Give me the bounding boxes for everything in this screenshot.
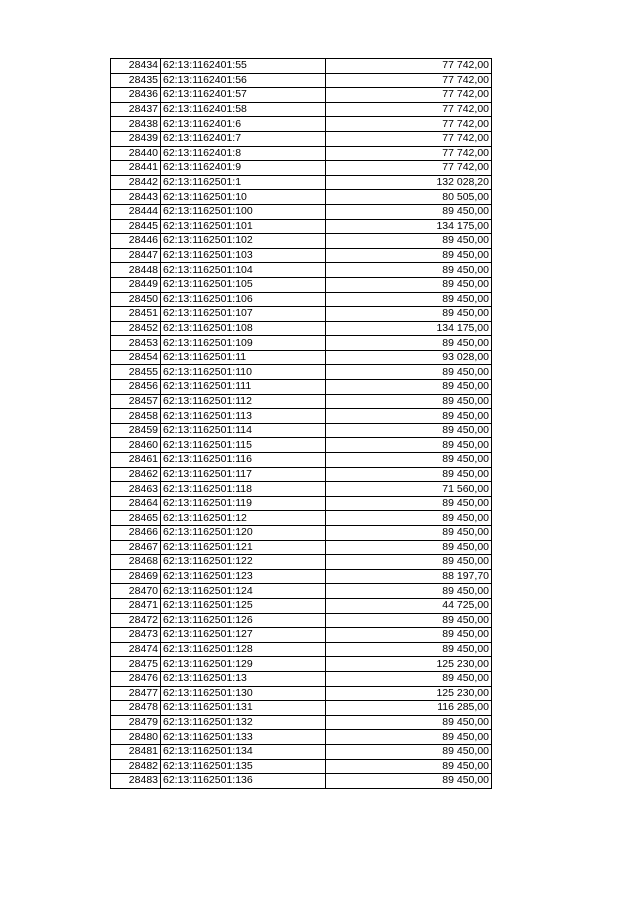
cadastral-number-cell: 62:13:1162401:9 xyxy=(161,161,326,176)
table-row xyxy=(111,657,492,672)
cadastral-number-cell: 62:13:1162501:115 xyxy=(161,438,326,453)
row-number-cell: 28457 xyxy=(111,394,161,409)
row-number-cell: 28449 xyxy=(111,277,161,292)
cadastral-number-cell: 62:13:1162501:105 xyxy=(161,277,326,292)
cadastral-number-cell: 62:13:1162401:7 xyxy=(161,131,326,146)
row-number-cell: 28473 xyxy=(111,628,161,643)
row-number-cell: 28446 xyxy=(111,234,161,249)
table-row xyxy=(111,131,492,146)
table-row xyxy=(111,715,492,730)
cadastral-number-cell: 62:13:1162501:107 xyxy=(161,307,326,322)
cadastral-number-cell: 62:13:1162501:136 xyxy=(161,774,326,789)
value-cell: 89 450,00 xyxy=(326,526,492,541)
cadastral-number-cell: 62:13:1162501:10 xyxy=(161,190,326,205)
row-number-cell: 28456 xyxy=(111,380,161,395)
cadastral-number-cell: 62:13:1162501:116 xyxy=(161,453,326,468)
value-cell: 93 028,00 xyxy=(326,350,492,365)
table-row xyxy=(111,671,492,686)
cadastral-number-cell: 62:13:1162401:57 xyxy=(161,88,326,103)
value-cell: 89 450,00 xyxy=(326,204,492,219)
table-row xyxy=(111,277,492,292)
cadastral-number-cell: 62:13:1162501:108 xyxy=(161,321,326,336)
cadastral-number-cell: 62:13:1162501:119 xyxy=(161,496,326,511)
table-row xyxy=(111,394,492,409)
table-row xyxy=(111,482,492,497)
table-row xyxy=(111,540,492,555)
value-cell: 89 450,00 xyxy=(326,307,492,322)
table-row xyxy=(111,642,492,657)
table-row xyxy=(111,584,492,599)
cadastral-number-cell: 62:13:1162501:134 xyxy=(161,744,326,759)
table-row xyxy=(111,263,492,278)
table-row xyxy=(111,511,492,526)
value-cell: 77 742,00 xyxy=(326,117,492,132)
cadastral-number-cell: 62:13:1162501:101 xyxy=(161,219,326,234)
row-number-cell: 28480 xyxy=(111,730,161,745)
row-number-cell: 28479 xyxy=(111,715,161,730)
cadastral-number-cell: 62:13:1162501:132 xyxy=(161,715,326,730)
cadastral-value-table xyxy=(110,58,492,789)
value-cell: 89 450,00 xyxy=(326,292,492,307)
cadastral-number-cell: 62:13:1162401:8 xyxy=(161,146,326,161)
cadastral-number-cell: 62:13:1162501:133 xyxy=(161,730,326,745)
value-cell: 77 742,00 xyxy=(326,146,492,161)
row-number-cell: 28436 xyxy=(111,88,161,103)
table-row xyxy=(111,613,492,628)
cadastral-number-cell: 62:13:1162401:56 xyxy=(161,73,326,88)
value-cell: 116 285,00 xyxy=(326,701,492,716)
value-cell: 89 450,00 xyxy=(326,263,492,278)
cadastral-number-cell: 62:13:1162501:103 xyxy=(161,248,326,263)
row-number-cell: 28474 xyxy=(111,642,161,657)
row-number-cell: 28475 xyxy=(111,657,161,672)
value-cell: 89 450,00 xyxy=(326,671,492,686)
table-row xyxy=(111,628,492,643)
cadastral-number-cell: 62:13:1162501:111 xyxy=(161,380,326,395)
value-cell: 89 450,00 xyxy=(326,234,492,249)
value-cell: 89 450,00 xyxy=(326,394,492,409)
table-row xyxy=(111,234,492,249)
cadastral-number-cell: 62:13:1162501:127 xyxy=(161,628,326,643)
table-row xyxy=(111,467,492,482)
table-row xyxy=(111,59,492,74)
table-row xyxy=(111,701,492,716)
value-cell: 134 175,00 xyxy=(326,219,492,234)
table-row xyxy=(111,88,492,103)
row-number-cell: 28450 xyxy=(111,292,161,307)
cadastral-number-cell: 62:13:1162501:124 xyxy=(161,584,326,599)
value-cell: 89 450,00 xyxy=(326,438,492,453)
value-cell: 80 505,00 xyxy=(326,190,492,205)
table-row xyxy=(111,496,492,511)
row-number-cell: 28476 xyxy=(111,671,161,686)
cadastral-number-cell: 62:13:1162501:11 xyxy=(161,350,326,365)
table-row xyxy=(111,219,492,234)
row-number-cell: 28452 xyxy=(111,321,161,336)
row-number-cell: 28465 xyxy=(111,511,161,526)
table-row xyxy=(111,117,492,132)
cadastral-number-cell: 62:13:1162501:131 xyxy=(161,701,326,716)
row-number-cell: 28482 xyxy=(111,759,161,774)
row-number-cell: 28434 xyxy=(111,59,161,74)
row-number-cell: 28477 xyxy=(111,686,161,701)
table-row xyxy=(111,146,492,161)
table-row xyxy=(111,292,492,307)
cadastral-number-cell: 62:13:1162401:58 xyxy=(161,102,326,117)
value-cell: 89 450,00 xyxy=(326,453,492,468)
cadastral-number-cell: 62:13:1162501:122 xyxy=(161,555,326,570)
value-cell: 44 725,00 xyxy=(326,598,492,613)
value-cell: 89 450,00 xyxy=(326,642,492,657)
value-cell: 89 450,00 xyxy=(326,511,492,526)
value-cell: 77 742,00 xyxy=(326,131,492,146)
cadastral-number-cell: 62:13:1162501:121 xyxy=(161,540,326,555)
table-row xyxy=(111,759,492,774)
row-number-cell: 28464 xyxy=(111,496,161,511)
cadastral-number-cell: 62:13:1162501:1 xyxy=(161,175,326,190)
value-cell: 89 450,00 xyxy=(326,628,492,643)
row-number-cell: 28442 xyxy=(111,175,161,190)
table-row xyxy=(111,774,492,789)
table-row xyxy=(111,686,492,701)
table-row xyxy=(111,598,492,613)
table-row xyxy=(111,73,492,88)
cadastral-number-cell: 62:13:1162401:6 xyxy=(161,117,326,132)
cadastral-number-cell: 62:13:1162501:102 xyxy=(161,234,326,249)
row-number-cell: 28468 xyxy=(111,555,161,570)
value-cell: 89 450,00 xyxy=(326,584,492,599)
row-number-cell: 28462 xyxy=(111,467,161,482)
row-number-cell: 28439 xyxy=(111,131,161,146)
value-cell: 125 230,00 xyxy=(326,657,492,672)
value-cell: 89 450,00 xyxy=(326,380,492,395)
table-row xyxy=(111,365,492,380)
row-number-cell: 28483 xyxy=(111,774,161,789)
cadastral-number-cell: 62:13:1162501:125 xyxy=(161,598,326,613)
row-number-cell: 28459 xyxy=(111,423,161,438)
value-cell: 89 450,00 xyxy=(326,423,492,438)
row-number-cell: 28461 xyxy=(111,453,161,468)
table-row xyxy=(111,453,492,468)
table-row xyxy=(111,555,492,570)
cadastral-number-cell: 62:13:1162501:13 xyxy=(161,671,326,686)
value-cell: 89 450,00 xyxy=(326,715,492,730)
value-cell: 77 742,00 xyxy=(326,59,492,74)
row-number-cell: 28447 xyxy=(111,248,161,263)
row-number-cell: 28435 xyxy=(111,73,161,88)
row-number-cell: 28471 xyxy=(111,598,161,613)
cadastral-number-cell: 62:13:1162501:118 xyxy=(161,482,326,497)
table-row xyxy=(111,102,492,117)
table-row xyxy=(111,744,492,759)
value-cell: 88 197,70 xyxy=(326,569,492,584)
value-cell: 89 450,00 xyxy=(326,744,492,759)
row-number-cell: 28453 xyxy=(111,336,161,351)
cadastral-number-cell: 62:13:1162501:106 xyxy=(161,292,326,307)
table-row xyxy=(111,307,492,322)
row-number-cell: 28438 xyxy=(111,117,161,132)
table-row xyxy=(111,161,492,176)
row-number-cell: 28454 xyxy=(111,350,161,365)
cadastral-number-cell: 62:13:1162501:113 xyxy=(161,409,326,424)
value-cell: 89 450,00 xyxy=(326,759,492,774)
row-number-cell: 28458 xyxy=(111,409,161,424)
cadastral-number-cell: 62:13:1162501:112 xyxy=(161,394,326,409)
table-row xyxy=(111,175,492,190)
value-cell: 89 450,00 xyxy=(326,730,492,745)
row-number-cell: 28444 xyxy=(111,204,161,219)
table-row xyxy=(111,409,492,424)
row-number-cell: 28478 xyxy=(111,701,161,716)
row-number-cell: 28472 xyxy=(111,613,161,628)
value-cell: 89 450,00 xyxy=(326,409,492,424)
cadastral-number-cell: 62:13:1162501:114 xyxy=(161,423,326,438)
row-number-cell: 28451 xyxy=(111,307,161,322)
table-row xyxy=(111,190,492,205)
value-cell: 89 450,00 xyxy=(326,365,492,380)
row-number-cell: 28460 xyxy=(111,438,161,453)
value-cell: 125 230,00 xyxy=(326,686,492,701)
table-row xyxy=(111,321,492,336)
row-number-cell: 28443 xyxy=(111,190,161,205)
table-row xyxy=(111,336,492,351)
cadastral-number-cell: 62:13:1162501:120 xyxy=(161,526,326,541)
cadastral-number-cell: 62:13:1162501:129 xyxy=(161,657,326,672)
table-row xyxy=(111,380,492,395)
value-cell: 77 742,00 xyxy=(326,161,492,176)
cadastral-number-cell: 62:13:1162501:130 xyxy=(161,686,326,701)
value-cell: 89 450,00 xyxy=(326,774,492,789)
row-number-cell: 28440 xyxy=(111,146,161,161)
cadastral-number-cell: 62:13:1162501:123 xyxy=(161,569,326,584)
value-cell: 89 450,00 xyxy=(326,277,492,292)
row-number-cell: 28445 xyxy=(111,219,161,234)
row-number-cell: 28463 xyxy=(111,482,161,497)
value-cell: 71 560,00 xyxy=(326,482,492,497)
value-cell: 77 742,00 xyxy=(326,102,492,117)
cadastral-number-cell: 62:13:1162501:135 xyxy=(161,759,326,774)
cadastral-number-cell: 62:13:1162501:110 xyxy=(161,365,326,380)
cadastral-number-cell: 62:13:1162501:126 xyxy=(161,613,326,628)
table-row xyxy=(111,526,492,541)
table-row xyxy=(111,204,492,219)
cadastral-number-cell: 62:13:1162401:55 xyxy=(161,59,326,74)
value-cell: 89 450,00 xyxy=(326,336,492,351)
table-row xyxy=(111,438,492,453)
value-cell: 132 028,20 xyxy=(326,175,492,190)
table-row xyxy=(111,569,492,584)
row-number-cell: 28481 xyxy=(111,744,161,759)
value-cell: 89 450,00 xyxy=(326,467,492,482)
table-row xyxy=(111,350,492,365)
row-number-cell: 28469 xyxy=(111,569,161,584)
table-row xyxy=(111,423,492,438)
value-cell: 77 742,00 xyxy=(326,88,492,103)
table-row xyxy=(111,730,492,745)
cadastral-number-cell: 62:13:1162501:109 xyxy=(161,336,326,351)
cadastral-number-cell: 62:13:1162501:128 xyxy=(161,642,326,657)
value-cell: 89 450,00 xyxy=(326,496,492,511)
value-cell: 89 450,00 xyxy=(326,613,492,628)
cadastral-number-cell: 62:13:1162501:104 xyxy=(161,263,326,278)
value-cell: 89 450,00 xyxy=(326,540,492,555)
value-cell: 89 450,00 xyxy=(326,248,492,263)
row-number-cell: 28448 xyxy=(111,263,161,278)
cadastral-number-cell: 62:13:1162501:117 xyxy=(161,467,326,482)
cadastral-number-cell: 62:13:1162501:100 xyxy=(161,204,326,219)
row-number-cell: 28470 xyxy=(111,584,161,599)
value-cell: 89 450,00 xyxy=(326,555,492,570)
row-number-cell: 28455 xyxy=(111,365,161,380)
table-row xyxy=(111,248,492,263)
row-number-cell: 28437 xyxy=(111,102,161,117)
row-number-cell: 28466 xyxy=(111,526,161,541)
cadastral-number-cell: 62:13:1162501:12 xyxy=(161,511,326,526)
value-cell: 134 175,00 xyxy=(326,321,492,336)
row-number-cell: 28467 xyxy=(111,540,161,555)
value-cell: 77 742,00 xyxy=(326,73,492,88)
row-number-cell: 28441 xyxy=(111,161,161,176)
table-body xyxy=(111,59,492,789)
